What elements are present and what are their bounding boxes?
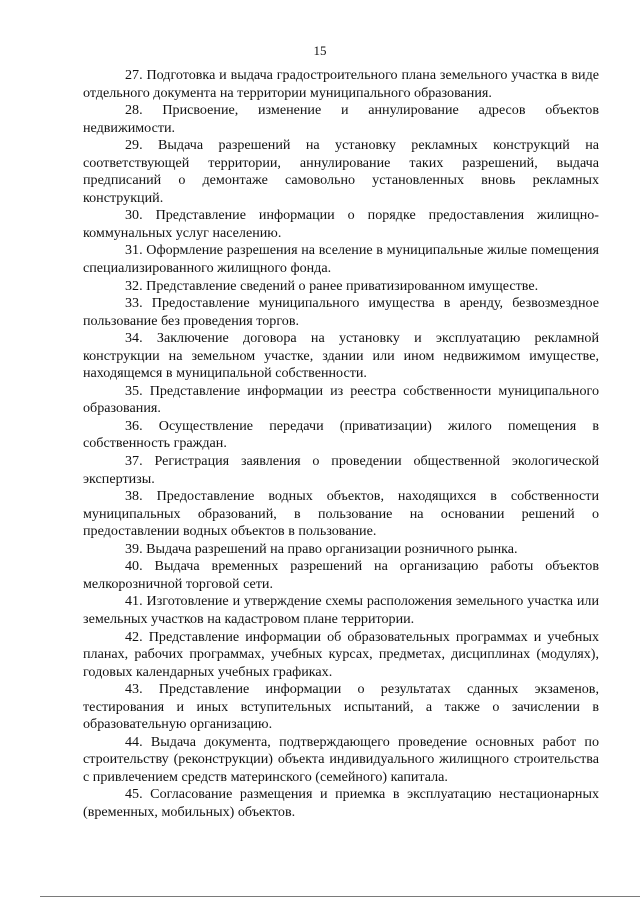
services-list xyxy=(83,67,599,822)
list-item-44: 44. Выдача документа, подтверждающего проведение основных работ по строительству (реконструкции) объекта индивидуального жилищного строительства с привлечением средств материнского (семейного) капитала. xyxy=(83,733,599,785)
page-number: 15 xyxy=(313,43,327,58)
scan-bottom-edge xyxy=(40,896,640,897)
list-item-28: 28. Присвоение, изменение и аннулирование адресов объектов недвижимости. xyxy=(83,102,599,136)
list-item-32: 32. Представление сведений о ранее приватизированном имуществе. xyxy=(125,277,539,294)
list-item-39: 39. Выдача разрешений на право организации розничного рынка. xyxy=(125,540,518,557)
list-item-37: 37. Регистрация заявления о проведении общественной экологической экспертизы. xyxy=(83,453,599,487)
list-item-43: 43. Представление информации о результатах сданных экзаменов, тестирования и иных вступительных испытаний, а также о зачислении в образовательную организацию. xyxy=(83,681,599,733)
list-item-45: 45. Согласование размещения и приемка в эксплуатацию нестационарных (временных, мобильных) объектов. xyxy=(83,786,599,820)
list-item-40: 40. Выдача временных разрешений на организацию работы объектов мелкорозничной торговой сети. xyxy=(83,558,599,592)
list-item-34: 34. Заключение договора на установку и эксплуатацию рекламной конструкции на земельном участке, здании или ином недвижимом имуществе, находящемся в муниципальной собственности. xyxy=(83,330,599,382)
list-item-35: 35. Представление информации из реестра собственности муниципального образования. xyxy=(83,382,599,417)
list-item-38: 38. Предоставление водных объектов, находящихся в собственности муниципальных образований, в пользование на основании решений о предоставлении водных объектов в пользование. xyxy=(83,488,599,540)
list-item-42: 42. Представление информации об образовательных программах и учебных планах, рабочих программах, учебных курсах, предметах, дисциплинах (модулях), годовых календарных учебных графиках. xyxy=(83,628,599,680)
list-item-33: 33. Предоставление муниципального имущества в аренду, безвозмездное пользование без проведения торгов. xyxy=(83,295,599,329)
list-item-31: 31. Оформление разрешения на вселение в муниципальные жилые помещения специализированного жилищного фонда. xyxy=(83,242,599,277)
list-item-36: 36. Осуществление передачи (приватизации) жилого помещения в собственность граждан. xyxy=(83,417,599,452)
list-item-29: 29. Выдача разрешений на установку рекламных конструкций на соответствующей территории, аннулирование таких разрешений, выдача предписаний о демонтаже самовольно установленных вновь рекламных конструкций. xyxy=(83,137,599,206)
list-item-30: 30. Представление информации о порядке предоставления жилищно-коммунальных услуг населению. xyxy=(83,207,599,241)
list-item-41: 41. Изготовление и утверждение схемы расположения земельного участка или земельных участков на кадастровом плане территории. xyxy=(83,593,599,627)
list-item-27: 27. Подготовка и выдача градостроительного плана земельного участка в виде отдельного документа на территории муниципального образования. xyxy=(83,67,599,101)
